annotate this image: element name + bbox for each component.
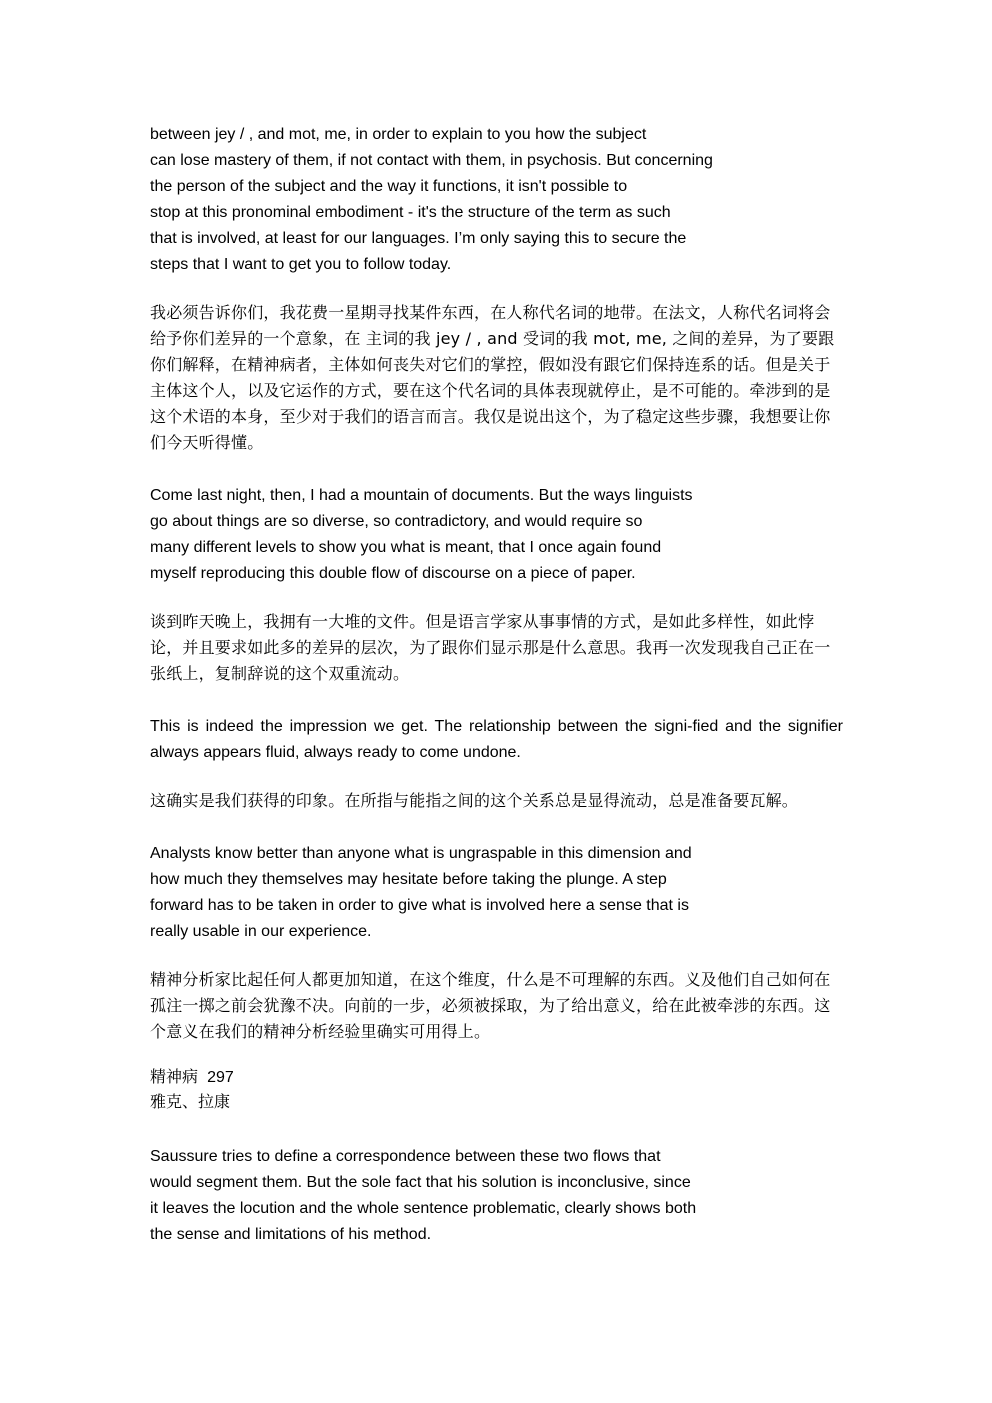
paragraph-chinese-2: 谈到昨天晚上，我拥有一大堆的文件。但是语言学家从事事情的方式，是如此多样性，如此悖论，并且要求如此多的差异的层次，为了跟你们显示那是什么意思。我再一次发现我自己正在一张纸上，复制辞说的这个双重流动。 [150, 612, 831, 683]
page-number: 297 [207, 1069, 234, 1086]
text-line: the person of the subject and the way it functions, it isn't possible to [150, 178, 628, 195]
text-line: myself reproducing this double flow of discourse on a piece of paper. [150, 565, 636, 582]
text-line: forward has to be taken in order to give what is involved here a sense that is [150, 897, 689, 914]
paragraph-english-5 [150, 1144, 850, 1248]
text-line: Saussure tries to define a correspondence between these two flows that [150, 1148, 661, 1165]
author-name: 雅克、拉康 [150, 1092, 231, 1111]
header-line [150, 1065, 850, 1090]
text-line: steps that I want to get you to follow today. [150, 256, 452, 273]
text-line: can lose mastery of them, if not contact with them, in psychosis. But concerning [150, 152, 713, 169]
running-header [150, 1065, 850, 1114]
text-line: stop at this pronominal embodiment - it's the structure of the term as such [150, 204, 671, 221]
paragraph-chinese-3: 这确实是我们获得的印象。在所指与能指之间的这个关系总是显得流动，总是准备要瓦解。 [150, 791, 799, 810]
paragraph-english-4 [150, 841, 850, 945]
text-line: Analysts know better than anyone what is ungraspable in this dimension and [150, 845, 692, 862]
paragraph-english-3: This is indeed the impression we get. The relationship between the signi-fied and the signifier always appears fluid, always ready to come undone. [150, 718, 843, 761]
book-title: 精神病 [150, 1067, 199, 1086]
text-line: many different levels to show you what is meant, that I once again found [150, 539, 662, 556]
paragraph-chinese-4: 精神分析家比起任何人都更加知道，在这个维度，什么是不可理解的东西。义及他们自己如何在孤注一掷之前会犹豫不决。向前的一步，必须被採取，为了给出意义，给在此被牵涉的东西。这个意义在我们的精神分析经验里确实可用得上。 [150, 970, 831, 1041]
text-line: that is involved, at least for our languages. I’m only saying this to secure the [150, 230, 687, 247]
text-line: it leaves the locution and the whole sentence problematic, clearly shows both [150, 1200, 697, 1217]
document-page [150, 122, 850, 1248]
paragraph-english-2 [150, 483, 850, 587]
text-line: go about things are so diverse, so contradictory, and would require so [150, 513, 643, 530]
text-line: how much they themselves may hesitate before taking the plunge. A step [150, 871, 667, 888]
paragraph-english-1 [150, 122, 850, 278]
paragraph-chinese-1: 我必须告诉你们，我花费一星期寻找某件东西，在人称代名词的地带。在法文，人称代名词将会给予你们差异的一个意象，在 主词的我 jey / , and 受词的我 mot, me, 之间的差异，为了要跟你们解释，在精神病者，主体如何丧失对它们的掌控，假如没有跟它们保持连系的话。但是关于主体这个人，以及它运作的方式，要在这个代名词的具体表现就停止，是不可能的。牵涉到的是这个术语的本身，至少对于我们的语言而言。我仅是说出这个，为了稳定这些步骤，我想要让你们今天听得懂。 [150, 303, 835, 452]
text-line: Come last night, then, I had a mountain of documents. But the ways linguists [150, 487, 693, 504]
text-line: between jey / , and mot, me, in order to explain to you how the subject [150, 126, 647, 143]
text-line: the sense and limitations of his method. [150, 1226, 432, 1243]
text-line: would segment them. But the sole fact that his solution is inconclusive, since [150, 1174, 691, 1191]
text-line: really usable in our experience. [150, 923, 372, 940]
